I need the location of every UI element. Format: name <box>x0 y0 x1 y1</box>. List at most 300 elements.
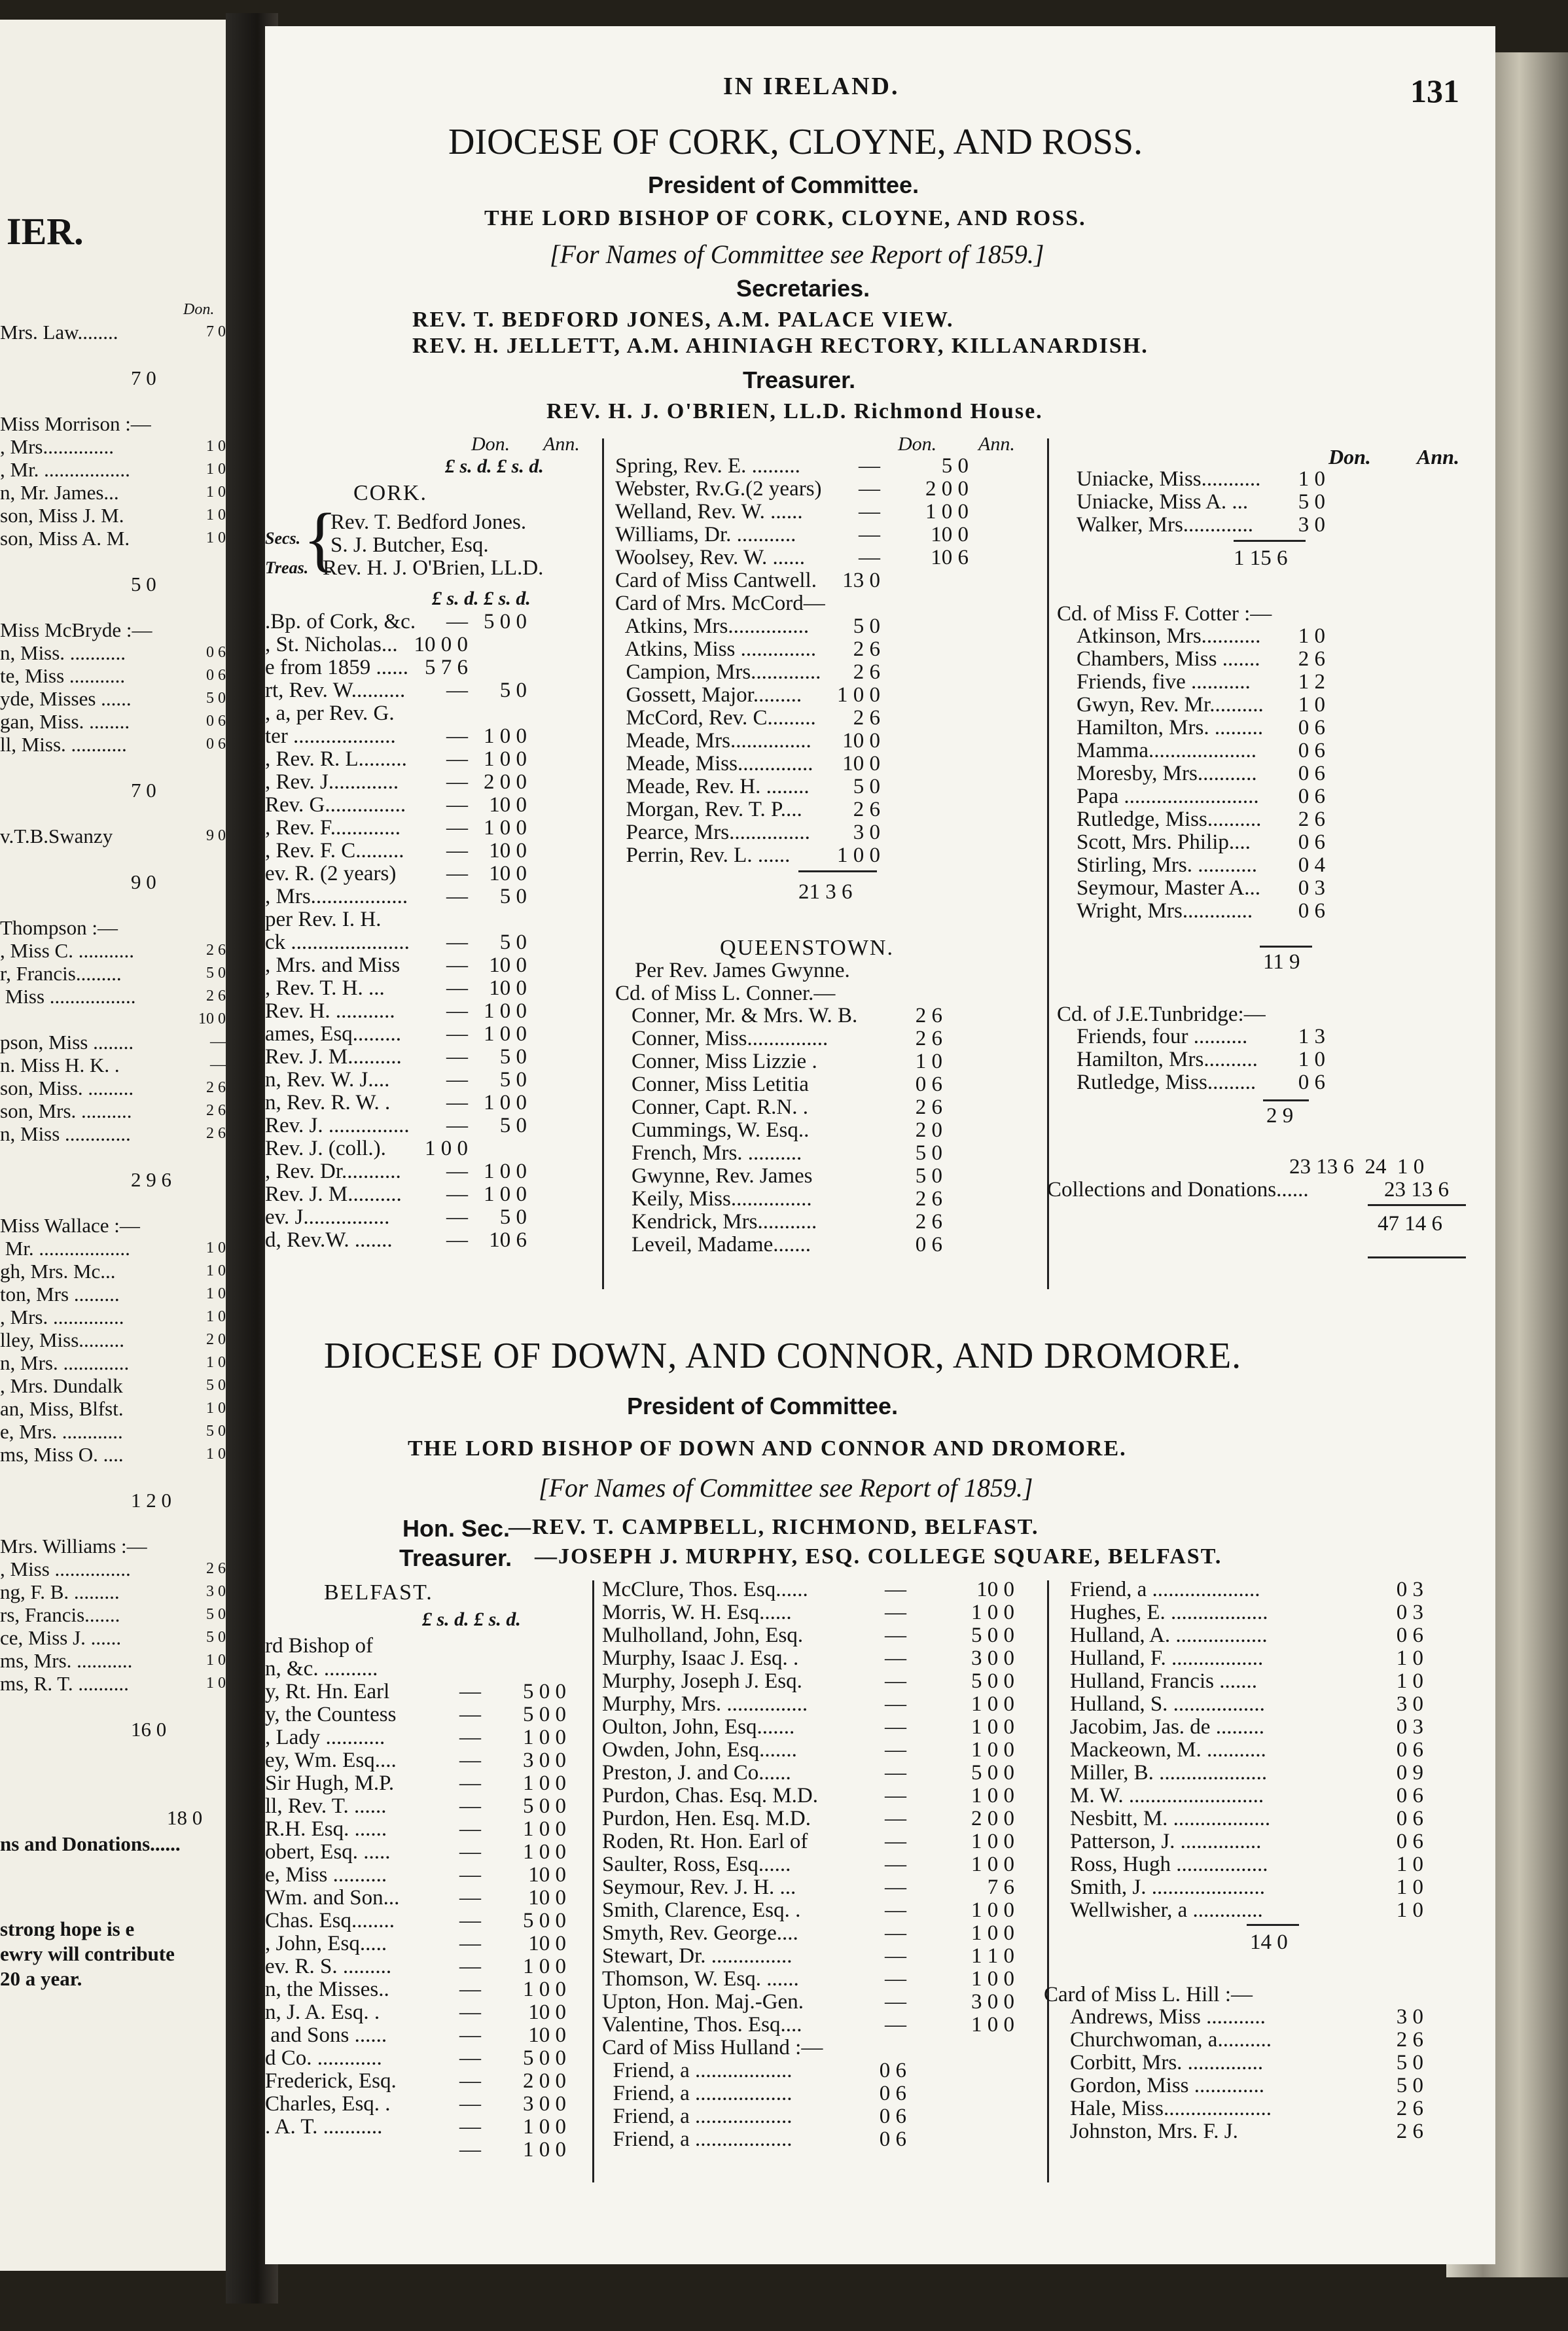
entry-name: d Co. ............ <box>265 2046 382 2070</box>
queenstown-heading: QUEENSTOWN. <box>720 936 894 960</box>
left-value: 5 0 <box>206 1423 226 1440</box>
ledger-row <box>615 661 1034 684</box>
entry-donation: 10 0 0 <box>414 633 468 656</box>
ledger-row <box>265 1955 592 1978</box>
left-entry: v.T.B.Swanzy <box>0 825 113 847</box>
entry-name: Murphy, Joseph J. Esq. <box>602 1669 802 1693</box>
entry-donation: 0 6 <box>879 2105 906 2128</box>
entry-donation: — <box>459 2046 481 2070</box>
entry-annual: 1 0 0 <box>523 2138 566 2162</box>
left-value: 0 6 <box>206 644 226 661</box>
ledger-row <box>602 1876 1047 1899</box>
left-row <box>0 550 226 573</box>
ledger-row <box>632 1234 998 1256</box>
ledger-row <box>615 798 1034 821</box>
left-value: 7 0 <box>206 323 226 340</box>
entry-name: McCord, Rev. C......... <box>615 706 816 730</box>
entry-name: Morris, W. H. Esq...... <box>602 1601 792 1624</box>
entry-annual: 1 0 0 <box>484 724 527 748</box>
ledger-row <box>632 1211 998 1234</box>
entry-annual: 1 0 0 <box>971 1853 1014 1876</box>
ledger-row <box>265 771 602 794</box>
entry-amount: 0 6 <box>1298 785 1325 808</box>
entry-donation: — <box>459 1840 481 1864</box>
left-entry: ms, Miss O. .... <box>0 1443 124 1466</box>
entry-donation: — <box>446 862 468 885</box>
entry-donation: — <box>885 1715 906 1739</box>
hill-list <box>1070 2006 1463 2143</box>
entry-name: Hulland, Francis ....... <box>1070 1669 1257 1693</box>
entry-annual: 1 0 0 <box>484 816 527 840</box>
entry-annual: 5 0 <box>499 1114 527 1137</box>
left-entry: son, Miss. ......... <box>0 1077 134 1099</box>
entry-donation: — <box>885 1646 906 1670</box>
ledger-row <box>1077 808 1482 831</box>
cork-col2-rule <box>798 870 877 872</box>
left-value: 2 6 <box>206 942 226 959</box>
entry-name: Mamma.................... <box>1077 739 1256 762</box>
entry-name: Rev. J. M.......... <box>265 1183 402 1206</box>
ledger-row <box>1077 671 1482 694</box>
entry-name: Murphy, Mrs. ............... <box>602 1692 808 1716</box>
left-row <box>0 596 226 618</box>
entry-name: Webster, Rv.G.(2 years) <box>615 477 822 501</box>
cork-treasurer-label: Treasurer. <box>743 366 856 393</box>
entry-donation: 10 0 <box>842 752 880 775</box>
ledger-row <box>265 863 602 885</box>
left-row <box>0 1649 226 1672</box>
entry-annual: 5 0 <box>499 1205 527 1229</box>
ledger-row <box>1070 1578 1463 1601</box>
ledger-row <box>602 1968 1047 1991</box>
ledger-row <box>602 2082 1047 2105</box>
ledger-row <box>265 2093 592 2116</box>
entry-amount: 2 6 <box>915 1210 942 1234</box>
entry-donation: — <box>885 1601 906 1624</box>
left-row <box>0 1099 226 1122</box>
left-value: 1 0 <box>206 1400 226 1417</box>
ledger-row <box>602 1807 1047 1830</box>
entry-name: Morgan, Rev. T. P.... <box>615 798 802 821</box>
entry-annual: 10 0 <box>528 2023 566 2047</box>
left-entry: rs, Francis....... <box>0 1603 120 1626</box>
entry-amount: 2 6 <box>1396 2097 1423 2120</box>
entry-annual: 1 0 0 <box>523 1955 566 1978</box>
ledger-row <box>602 2128 1047 2151</box>
left-entry: lley, Miss......... <box>0 1328 125 1351</box>
entry-annual: 10 0 <box>489 953 527 977</box>
down-column-2 <box>602 1578 1047 2151</box>
entry-donation: — <box>885 1738 906 1762</box>
left-entry: yde, Misses ...... <box>0 687 132 710</box>
ledger-row <box>1077 831 1482 854</box>
entry-name: , St. Nicholas... <box>265 633 398 656</box>
entry-name: Corbitt, Mrs. .............. <box>1070 2051 1264 2074</box>
entry-annual: 1 0 0 <box>484 1022 527 1046</box>
entry-name: Andrews, Miss ........... <box>1070 2005 1266 2029</box>
ledger-row <box>602 2037 1047 2059</box>
entry-name: , John, Esq..... <box>265 1932 387 1955</box>
left-row <box>0 366 226 389</box>
entry-donation: — <box>446 793 468 817</box>
entry-name: Conner, Mr. & Mrs. W. B. <box>632 1004 858 1027</box>
ledger-row <box>265 1137 602 1160</box>
entry-name: ames, Esq......... <box>265 1022 402 1046</box>
left-don-label: Don. <box>183 301 215 318</box>
entry-name: Seymour, Master A... <box>1077 876 1260 900</box>
entry-annual: 1 0 0 <box>971 1967 1014 1991</box>
left-row <box>0 825 226 847</box>
entry-donation: 1 0 0 <box>837 683 880 707</box>
entry-donation: 3 0 <box>853 821 880 844</box>
entry-annual: 10 0 <box>528 1863 566 1887</box>
ledger-row <box>1077 854 1482 877</box>
entry-name: Churchwoman, a.......... <box>1070 2028 1272 2052</box>
entry-annual: 1 0 0 <box>971 1784 1014 1807</box>
entry-donation: — <box>459 2069 481 2093</box>
left-entry: , Miss C. ........... <box>0 939 134 962</box>
left-row <box>0 1145 226 1168</box>
ledger-row <box>602 1647 1047 1670</box>
left-row <box>0 870 226 893</box>
ledger-row <box>632 1142 998 1165</box>
down-column-1 <box>265 1635 592 2162</box>
ledger-row <box>615 501 1034 524</box>
left-row <box>0 1122 226 1145</box>
left-entry: gh, Mrs. Mc... <box>0 1260 116 1283</box>
entry-name: Rev. J. M.......... <box>265 1045 402 1069</box>
entry-name: n, the Misses.. <box>265 1978 389 2001</box>
entry-name: Seymour, Rev. J. H. ... <box>602 1876 796 1899</box>
entry-amount: 0 6 <box>1298 899 1325 923</box>
entry-amount: 5 0 <box>915 1141 942 1165</box>
ledger-row <box>1077 785 1482 808</box>
left-row <box>0 802 226 825</box>
entry-donation: 2 6 <box>853 798 880 821</box>
entry-annual: 5 0 0 <box>523 1680 566 1703</box>
entry-amount: 0 6 <box>1396 1784 1423 1807</box>
ledger-row <box>602 1899 1047 1922</box>
entry-name: Wm. and Son... <box>265 1886 400 1910</box>
left-value: 10 0 <box>198 1010 226 1027</box>
entry-name: Hughes, E. .................. <box>1070 1601 1268 1624</box>
left-value: 5 0 <box>206 965 226 982</box>
cork-sec-1: Rev. T. Bedford Jones. <box>330 510 527 534</box>
entry-name: Atkins, Miss .............. <box>615 637 817 661</box>
left-entry: son, Miss J. M. <box>0 504 124 527</box>
cork-col1-lsd-head: £ s. d. £ s. d. <box>445 455 544 477</box>
entry-name: d, Rev.W. ....... <box>265 1228 393 1252</box>
queenstown-list <box>632 1005 998 1256</box>
left-collections-label: ns and Donations...... <box>0 1832 181 1855</box>
entry-amount: 5 0 <box>1396 2051 1423 2074</box>
entry-donation: — <box>459 1794 481 1818</box>
entry-annual: 1 0 0 <box>971 1692 1014 1716</box>
entry-name: Keily, Miss............... <box>632 1187 812 1211</box>
down-president: THE LORD BISHOP OF DOWN AND CONNOR AND DROMORE. <box>408 1436 1127 1461</box>
entry-annual: 1 0 0 <box>523 1840 566 1864</box>
ledger-row <box>615 730 1034 753</box>
entry-donation: 0 6 <box>879 2082 906 2105</box>
entry-annual: 10 0 <box>528 1932 566 1955</box>
left-page <box>0 20 228 2271</box>
cork-treas-label: Treas. <box>265 558 309 577</box>
left-row <box>0 687 226 710</box>
left-row <box>0 847 226 870</box>
entry-name: Gordon, Miss ............. <box>1070 2074 1265 2097</box>
left-row <box>0 1557 226 1580</box>
entry-donation: — <box>859 523 880 546</box>
entry-annual: 1 0 0 <box>971 1830 1014 1853</box>
entry-amount: 0 9 <box>1396 1761 1423 1785</box>
entry-donation: — <box>885 1967 906 1991</box>
entry-name: Friend, a .................. <box>602 2082 793 2105</box>
entry-donation: — <box>446 976 468 1000</box>
entry-donation: — <box>446 816 468 840</box>
entry-donation: — <box>446 839 468 863</box>
left-row <box>0 1535 226 1557</box>
left-entry: Miss Morrison :— <box>0 412 151 435</box>
left-value: — <box>210 1056 226 1073</box>
left-entry: gan, Miss. ........ <box>0 710 130 733</box>
left-sum-value: 18 0 <box>167 1806 203 1829</box>
ledger-row <box>1070 1624 1463 1647</box>
entry-donation: — <box>859 454 880 478</box>
ledger-row <box>615 684 1034 707</box>
entry-donation: — <box>885 1578 906 1601</box>
entry-name: n, J. A. Esq. . <box>265 2001 380 2024</box>
left-entry: an, Miss, Blfst. <box>0 1397 124 1420</box>
entry-name: Atkins, Mrs............... <box>615 614 810 638</box>
left-row <box>0 504 226 527</box>
entry-name: ev. J................ <box>265 1205 390 1229</box>
ledger-row <box>265 1160 602 1183</box>
tunbridge-list <box>1077 1025 1482 1094</box>
entry-annual: 1 0 0 <box>971 1601 1014 1624</box>
ledger-row <box>632 1096 998 1119</box>
cork-col3-ann-head: Ann. <box>1417 445 1459 469</box>
entry-donation: — <box>885 1807 906 1830</box>
ledger-row <box>265 1910 592 1932</box>
entry-annual: 10 0 <box>528 1886 566 1910</box>
left-row <box>0 1626 226 1649</box>
entry-amount: 0 4 <box>1298 853 1325 877</box>
entry-annual: 1 0 0 <box>523 1726 566 1749</box>
left-row <box>0 458 226 481</box>
entry-name: Gwyn, Rev. Mr.......... <box>1077 693 1264 717</box>
entry-annual: 5 0 0 <box>523 1703 566 1726</box>
entry-name: Uniacke, Miss A. ... <box>1077 490 1249 514</box>
ledger-row <box>602 1578 1047 1601</box>
ledger-row <box>632 1073 998 1096</box>
left-entry: ce, Miss J. ...... <box>0 1626 122 1649</box>
entry-amount: 0 6 <box>1298 1071 1325 1094</box>
entry-annual: 1 0 0 <box>971 1898 1014 1922</box>
running-title: IN IRELAND. <box>723 73 900 100</box>
entry-annual: 10 0 <box>931 523 969 546</box>
ledger-row <box>1077 739 1482 762</box>
entry-name: Smith, Clarence, Esq. . <box>602 1898 801 1922</box>
ledger-row <box>1070 1670 1463 1693</box>
left-page-list <box>0 321 226 1741</box>
cork-col2-total: 21 3 6 <box>798 880 853 904</box>
ledger-row <box>615 455 1034 478</box>
entry-donation: — <box>459 2001 481 2024</box>
entry-name: Hulland, S. ................. <box>1070 1692 1265 1716</box>
left-row <box>0 756 226 779</box>
entry-amount: 5 0 <box>1298 490 1325 514</box>
entry-amount: 1 0 <box>1396 1876 1423 1899</box>
down-treasurer: —JOSEPH J. MURPHY, ESQ. COLLEGE SQUARE, BELFAST. <box>535 1544 1222 1569</box>
entry-annual: 2 0 0 <box>523 2069 566 2093</box>
entry-donation: — <box>885 1692 906 1716</box>
entry-amount: 1 3 <box>1298 1025 1325 1048</box>
left-note-1: strong hope is e <box>0 1917 135 1940</box>
ledger-row <box>265 611 602 633</box>
ledger-row <box>1070 1807 1463 1830</box>
ledger-row <box>265 2116 592 2139</box>
cork-col3c-total: 2 9 <box>1266 1104 1294 1128</box>
left-entry: Mrs. Law........ <box>0 321 118 344</box>
entry-amount: 2 6 <box>915 1095 942 1119</box>
down-hon-sec-label: Hon. Sec. <box>402 1515 510 1542</box>
cork-col1-lsd-head-2: £ s. d. £ s. d. <box>432 588 531 609</box>
down-col-divider-1 <box>592 1580 594 2182</box>
ledger-row <box>265 2070 592 2093</box>
ledger-row <box>265 1658 592 1681</box>
left-value: 1 0 <box>206 461 226 478</box>
left-entry: Miss Wallace :— <box>0 1214 140 1237</box>
entry-annual: 1 0 0 <box>484 1091 527 1114</box>
entry-name: Hamilton, Mrs. ......... <box>1077 716 1264 739</box>
entry-name: Stirling, Mrs. ........... <box>1077 853 1257 877</box>
cork-committee-note: [For Names of Committee see Report of 1859.] <box>550 240 1044 269</box>
ledger-row <box>265 1092 602 1114</box>
cork-grand-line: 23 13 6 24 1 0 <box>1289 1155 1425 1179</box>
entry-name: Welland, Rev. W. ...... <box>615 500 803 524</box>
entry-amount: 3 0 <box>1396 1692 1423 1716</box>
entry-donation: — <box>459 1932 481 1955</box>
entry-name: Card of Miss Hulland :— <box>602 2036 823 2059</box>
left-entry: n, Mr. James... <box>0 481 119 504</box>
entry-donation: — <box>885 1990 906 2014</box>
left-entry: Mr. .................. <box>0 1237 130 1260</box>
left-row <box>0 1260 226 1283</box>
entry-amount: 1 0 <box>1298 693 1325 717</box>
left-value: 2 6 <box>206 1102 226 1119</box>
entry-name: . A. T. ........... <box>265 2115 383 2139</box>
ledger-row <box>265 2139 592 2162</box>
entry-amount: 3 0 <box>1396 2005 1423 2029</box>
ledger-row <box>265 1206 602 1229</box>
cork-col1-ann-head: Ann. <box>543 433 580 455</box>
left-row <box>0 1008 226 1031</box>
left-value: 2 6 <box>206 988 226 1005</box>
ledger-row <box>632 1005 998 1027</box>
left-value: 1 0 <box>206 1285 226 1302</box>
ledger-row <box>1077 1071 1482 1094</box>
entry-amount: 0 6 <box>1298 739 1325 762</box>
left-row <box>0 1214 226 1237</box>
right-page <box>265 26 1495 2264</box>
entry-name: Spring, Rev. E. ......... <box>615 454 800 478</box>
entry-donation: — <box>885 1784 906 1807</box>
ledger-row <box>1070 1693 1463 1716</box>
entry-donation: — <box>885 1921 906 1945</box>
entry-name: Nesbitt, M. .................. <box>1070 1807 1271 1830</box>
ledger-row <box>265 1114 602 1137</box>
ledger-row <box>615 753 1034 775</box>
entry-name: Williams, Dr. ........... <box>615 523 796 546</box>
entry-name: Patterson, J. ............... <box>1070 1830 1262 1853</box>
entry-name: M. W. ......................... <box>1070 1784 1264 1807</box>
ledger-row <box>265 1978 592 2001</box>
entry-amount: 1 0 <box>1396 1669 1423 1693</box>
ledger-row <box>265 1703 592 1726</box>
down-col3-total: 14 0 <box>1250 1931 1288 1954</box>
left-row <box>0 962 226 985</box>
entry-annual: 1 0 0 <box>971 1921 1014 1945</box>
left-value: 5 0 <box>206 1377 226 1394</box>
entry-amount: 5 0 <box>1396 2074 1423 2097</box>
left-value: 1 0 <box>206 438 226 455</box>
page-number: 131 <box>1410 73 1459 109</box>
entry-annual: 1 0 0 <box>971 1715 1014 1739</box>
entry-annual: 3 0 0 <box>523 2092 566 2116</box>
entry-name: e, Miss .......... <box>265 1863 387 1887</box>
entry-amount: 2 6 <box>915 1004 942 1027</box>
ledger-row <box>265 1046 602 1069</box>
left-entry: pson, Miss ........ <box>0 1031 134 1054</box>
entry-name: Gossett, Major......... <box>615 683 802 707</box>
ledger-row <box>602 1601 1047 1624</box>
left-row <box>0 939 226 962</box>
entry-name: obert, Esq. ..... <box>265 1840 391 1864</box>
ledger-row <box>632 1119 998 1142</box>
cork-president-label: President of Committee. <box>648 171 919 198</box>
cork-col3a-rule <box>1234 540 1306 542</box>
entry-donation: — <box>885 2013 906 2037</box>
left-row <box>0 1306 226 1328</box>
entry-donation: — <box>446 679 468 702</box>
ledger-row <box>265 2001 592 2024</box>
ledger-row <box>1077 491 1482 514</box>
entry-donation: — <box>459 1978 481 2001</box>
ledger-row <box>632 1165 998 1188</box>
left-value: 1 0 <box>206 1446 226 1463</box>
ledger-row <box>615 524 1034 546</box>
entry-donation: — <box>446 724 468 748</box>
entry-name: Rutledge, Miss......... <box>1077 1071 1256 1094</box>
queenstown-per: Per Rev. James Gwynne. <box>635 959 850 982</box>
entry-annual: 3 0 0 <box>523 1749 566 1772</box>
entry-annual: 1 0 0 <box>523 1817 566 1841</box>
cork-title: DIOCESE OF CORK, CLOYNE, AND ROSS. <box>448 122 1143 162</box>
ledger-row <box>1077 877 1482 900</box>
left-row <box>0 344 226 366</box>
entry-donation: — <box>459 1771 481 1795</box>
left-entry: ms, R. T. .......... <box>0 1672 129 1695</box>
entry-name: Conner, Miss............... <box>632 1027 829 1050</box>
ledger-row <box>265 702 602 725</box>
entry-name: , Rev. Dr........... <box>265 1160 401 1183</box>
entry-name: rd Bishop of <box>265 1634 373 1658</box>
ledger-row <box>1070 1853 1463 1876</box>
entry-name: , Rev. F............. <box>265 816 401 840</box>
entry-donation: — <box>459 2115 481 2139</box>
entry-amount: 2 6 <box>1298 647 1325 671</box>
entry-donation: 5 0 <box>853 775 880 798</box>
